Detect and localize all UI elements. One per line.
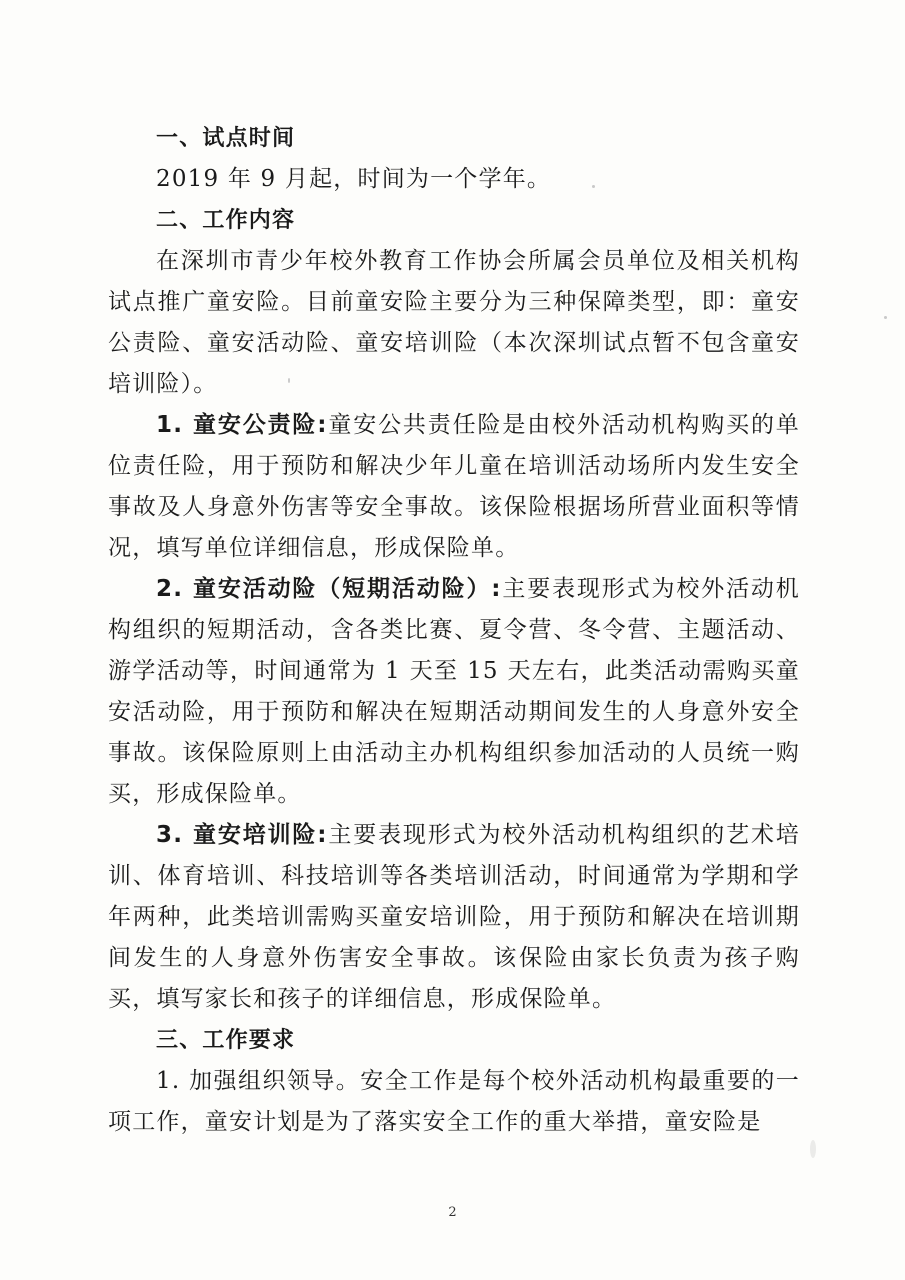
item-activity-insurance-label: 2. 童安活动险（短期活动险）: (156, 576, 502, 602)
document-body (108, 118, 800, 1143)
scan-speck (288, 378, 290, 383)
item-public-liability (108, 405, 800, 569)
scan-speck (884, 316, 887, 319)
page-number: 2 (448, 1205, 457, 1220)
item-public-liability-label: 1. 童安公责险: (156, 412, 328, 438)
scan-speck (810, 1140, 816, 1158)
item-training-insurance (108, 815, 800, 1020)
requirement-item-1: 1. 加强组织领导。安全工作是每个校外活动机构最重要的一项工作，童安计划是为了落实安全工作的重大举措，童安险是 (108, 1068, 800, 1135)
item-public-liability-text: 童安公共责任险是由校外活动机构购买的单位责任险，用于预防和解决少年儿童在培训活动场所内发生安全事故及人身意外伤害等安全事故。该保险根据场所营业面积等情况，填写单位详细信息，形成保险单。 (108, 412, 800, 561)
section-heading-work-requirements: 三、工作要求 (156, 1028, 296, 1053)
scan-speck (592, 185, 595, 188)
item-activity-insurance-text: 主要表现形式为校外活动机构组织的短期活动，含各类比赛、夏令营、冬令营、主题活动、游学活动等，时间通常为 1 天至 15 天左右，此类活动需购买童安活动险，用于预防和解决在短期活动期间发生的人身意外安全事故。该保险原则上由活动主办机构组织参加活动的人员统一购买，形成保险单。 (108, 576, 800, 807)
section-heading-work-content: 二、工作内容 (156, 208, 296, 233)
work-content-intro: 在深圳市青少年校外教育工作协会所属会员单位及相关机构试点推广童安险。目前童安险主要分为三种保障类型，即：童安公责险、童安活动险、童安培训险（本次深圳试点暂不包含童安培训险）。 (108, 248, 800, 397)
item-activity-insurance (108, 569, 800, 815)
section-heading-pilot-time: 一、试点时间 (156, 126, 296, 151)
item-training-insurance-text: 主要表现形式为校外活动机构组织的艺术培训、体育培训、科技培训等各类培训活动，时间通常为学期和学年两种，此类培训需购买童安培训险，用于预防和解决在培训期间发生的人身意外伤害安全事故。该保险由家长负责为孩子购买，填写家长和孩子的详细信息，形成保险单。 (108, 822, 800, 1012)
item-training-insurance-label: 3. 童安培训险: (156, 822, 328, 848)
pilot-time-text: 2019 年 9 月起，时间为一个学年。 (156, 166, 552, 192)
